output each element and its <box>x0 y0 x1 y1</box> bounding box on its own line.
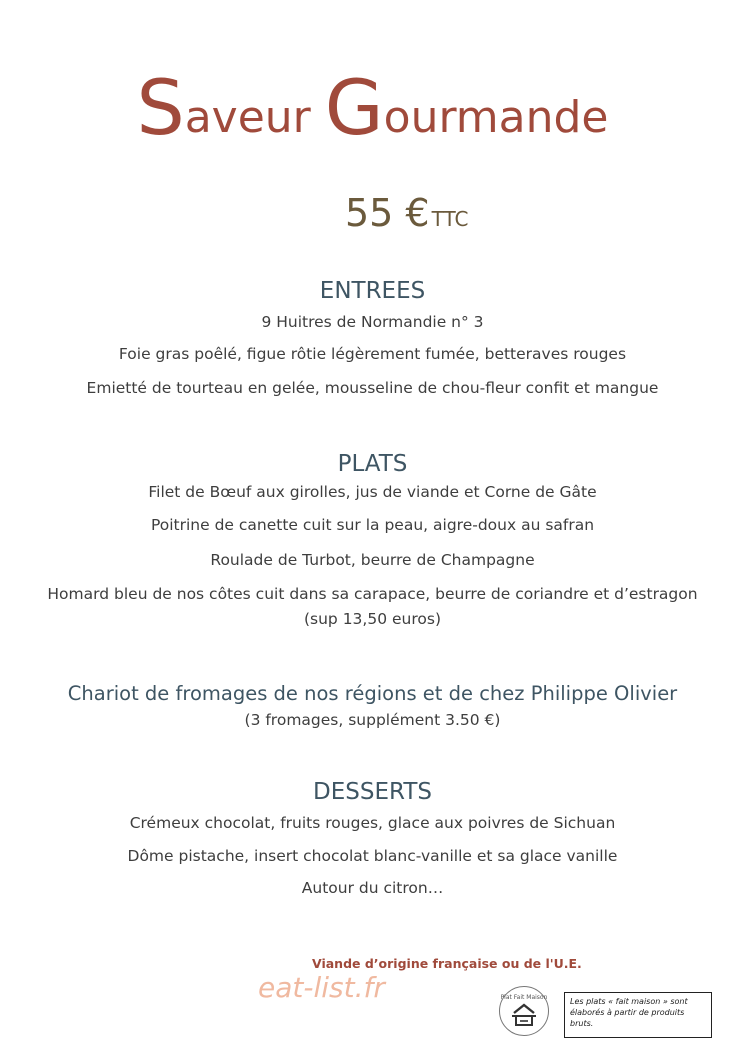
dessert-item: Crémeux chocolat, fruits rouges, glace aux poivres de Sichuan <box>129 814 616 832</box>
plat-item: Filet de Bœuf aux girolles, jus de viande et Corne de Gâte <box>148 483 597 501</box>
title-part-2: ourmande <box>383 92 609 143</box>
meat-origin-note: Viande d’origine française ou de l'U.E. <box>312 956 582 971</box>
fait-maison-note: Les plats « fait maison » sont élaborés à partir de produits bruts. <box>564 992 712 1038</box>
price-unit: TTC <box>431 207 469 231</box>
title-part-1: aveur <box>184 92 325 143</box>
plat-item: Roulade de Turbot, beurre de Champagne <box>210 551 535 569</box>
dessert-item: Dôme pistache, insert chocolat blanc-vanille et sa glace vanille <box>127 847 618 865</box>
cheese-detail: (3 fromages, supplément 3.50 €) <box>244 711 501 729</box>
plat-item: Homard bleu de nos côtes cuit dans sa carapace, beurre de coriandre et d’estragon <box>47 585 698 603</box>
title-initial-g: G <box>324 63 384 152</box>
entree-item: Emietté de tourteau en gelée, mousseline de chou-fleur confit et mangue <box>86 379 659 397</box>
plat-item: Poitrine de canette cuit sur la peau, aigre-doux au safran <box>150 516 595 534</box>
price-amount: 55 € <box>345 191 430 235</box>
fait-maison-logo <box>498 985 550 1037</box>
menu-price <box>345 191 469 235</box>
entree-item: 9 Huitres de Normandie n° 3 <box>261 313 484 331</box>
plats-heading: PLATS <box>337 451 408 477</box>
desserts-heading: DESSERTS <box>313 779 432 805</box>
dessert-item: Autour du citron… <box>301 879 444 897</box>
title-initial-s: S <box>136 63 185 152</box>
entrees-heading: ENTREES <box>319 278 426 304</box>
logo-label: Plat Fait Maison <box>500 994 548 1001</box>
plat-supplement: (sup 13,50 euros) <box>303 610 441 628</box>
menu-title <box>0 63 745 152</box>
entree-item: Foie gras poêlé, figue rôtie légèrement fumée, betteraves rouges <box>118 345 627 363</box>
watermark: eat-list.fr <box>258 971 385 1004</box>
cheese-course: Chariot de fromages de nos régions et de chez Philippe Olivier <box>67 682 678 705</box>
